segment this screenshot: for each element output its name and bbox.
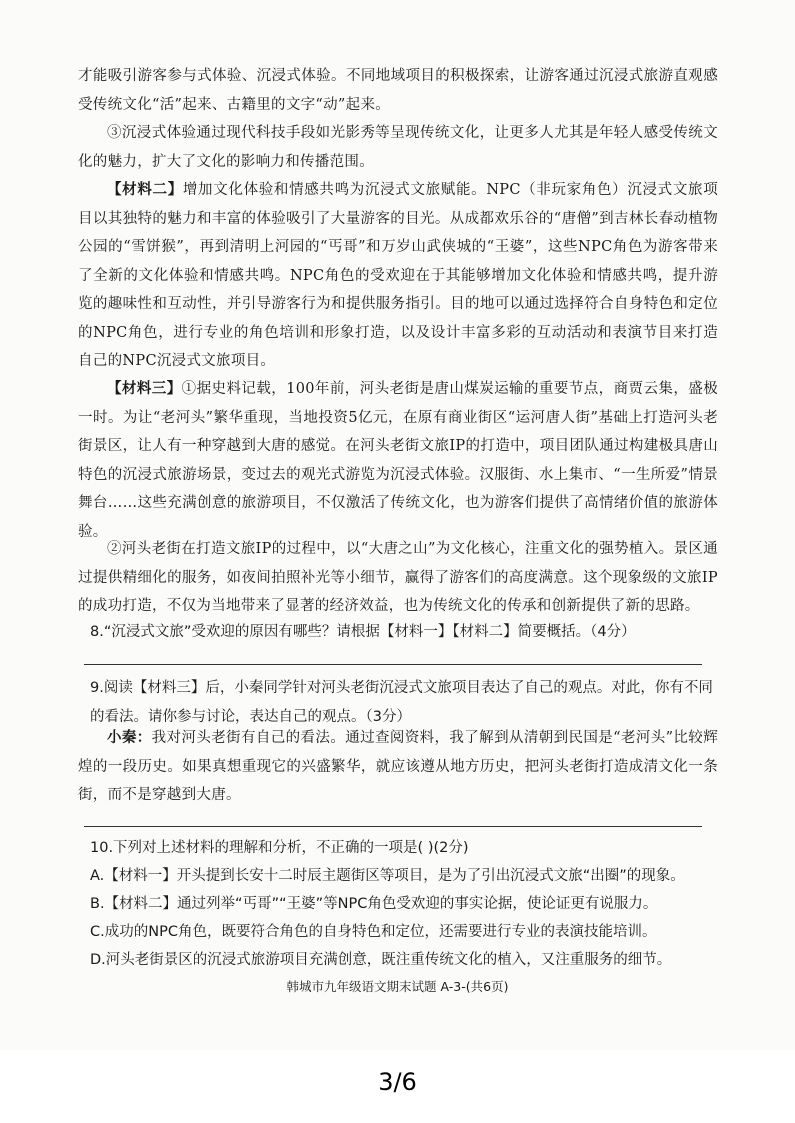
material-three-text: ①据史料记载，100年前，河头老街是唐山煤炭运输的重要节点，商贾云集，盛极一时。为让“老河头”繁华重现，当地投资5亿元，在原有商业街区“运河唐人街”基础上打造河头老街景区，让人有一种穿越到大唐的感觉。在河头老街文旅IP的打造中，项目团队通过构建极具唐山特色的沉浸式旅游场景，变过去的观光式游览为沉浸式体验。汉服街、水上集市、“一生所爱”情景舞台……这些充满创意的旅游项目，不仅激活了传统文化，也为游客们提供了高情绪价值的旅游体验。 [78,381,718,540]
question-8: 8.“沉浸式文旅”受欢迎的原因有哪些？请根据【材料一】【材料二】简要概括。（4分） [90,624,636,640]
material-three-label: 【材料三】 [107,380,182,397]
q10-option-c: C.成功的NPC角色，既要符合角色的自身特色和定位，还需要进行专业的表演技能培训。 [90,924,657,940]
paragraph-material-three-2: ②河头老街在打造文旅IP的过程中，以“大唐之山”为文化核心，注重文化的强势植入。景区通过提供精细化的服务，如夜间拍照补光等小细节，赢得了游客们的高度满意。这个现象级的文旅IP的成功打造，不仅为当地带来了显著的经济效益，也为传统文化的传承和创新提供了新的思路。 [78,541,718,614]
question-9: 9.阅读【材料三】后，小秦同学针对河头老街沉浸式文旅项目表达了自己的观点。对此，你有不同的看法。请你参与讨论，表达自己的观点。（3分） [90,680,713,725]
paragraph-material-three-1 [78,375,718,546]
q9-speaker: 小秦： [107,729,152,746]
q10-option-d: D.河头老街景区的沉浸式旅游项目充满创意，既注重传统文化的植入，又注重服务的细节。 [90,952,672,968]
q9-quote [78,724,718,810]
question-10: 10.下列对上述材料的理解和分析，不正确的一项是( )(2分) [90,840,469,856]
paragraph-material-one-end: 才能吸引游客参与式体验、沉浸式体验。不同地域项目的积极探索，让游客通过沉浸式旅游直观感受传统文化“活”起来、古籍里的文字“动”起来。 [78,68,718,113]
q10-option-a: A.【材料一】开头提到长安十二时辰主题街区等项目，是为了引出沉浸式文旅“出圈”的现象。 [90,868,685,884]
material-two-text: 增加文化体验和情感共鸣为沉浸式文旅赋能。NPC（非玩家角色）沉浸式文旅项目以其独特的魅力和丰富的体验吸引了大量游客的目光。从成都欢乐谷的“唐僧”到吉林长春动植物公园的“雪饼猴”，再到清明上河园的“丐哥”和万岁山武侠城的“王婆”，这些NPC角色为游客带来了全新的文化体验和情感共鸣。NPC角色的受欢迎在于其能够增加文化体验和情感共鸣，提升游览的趣味性和互动性，并引导游客行为和提供服务指引。目的地可以通过选择符合自身特色和定位的NPC角色，进行专业的角色培训和形象打造，以及设计丰富多彩的互动活动和表演节目来打造自己的NPC沉浸式文旅项目。 [78,182,719,369]
answer-line-q8[interactable] [84,664,702,665]
page-footer: 韩城市九年级语文期末试题 A-3-(共6页) [286,979,509,994]
q10-option-b: B.【材料二】通过列举“丐哥”“王婆”等NPC角色受欢迎的事实论据，使论证更有说服力。 [90,896,658,912]
material-two-label: 【材料二】 [107,181,183,198]
page-counter: 3/6 [378,1068,417,1096]
paragraph-material-one-point-3: ③沉浸式体验通过现代科技手段如光影秀等呈现传统文化，让更多人尤其是年轻人感受传统文化的魅力，扩大了文化的影响力和传播范围。 [78,125,718,170]
answer-line-q9[interactable] [84,826,702,827]
q9-quote-text: 我对河头老街有自己的看法。通过查阅资料，我了解到从清朝到民国是“老河头”比较辉煌的一段历史。如果真想重现它的兴盛繁华，就应该遵从地方历史，把河头老街打造成清文化一条街，而不是穿越到大唐。 [78,730,718,803]
paragraph-material-two [78,176,718,376]
